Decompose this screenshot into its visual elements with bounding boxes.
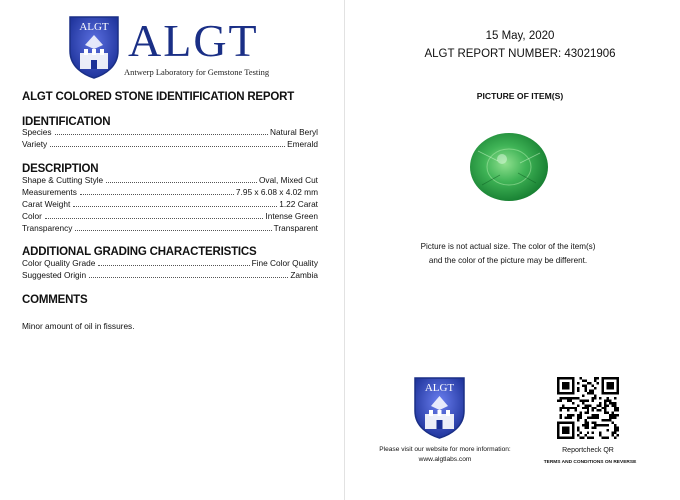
qr-label: Reportcheck QR <box>562 447 614 454</box>
website-info <box>357 445 533 464</box>
visit-line: Please visit our website for more information: <box>379 446 511 453</box>
logo-wordmark: ALGT <box>128 15 259 66</box>
field-value: Fine Color Quality <box>251 258 318 268</box>
field-value: Oval, Mixed Cut <box>258 175 318 185</box>
reportcheck-qr-icon[interactable] <box>557 377 619 439</box>
description-heading: DESCRIPTION <box>22 163 99 175</box>
field-value: 7.95 x 6.08 x 4.02 mm <box>235 187 318 197</box>
website-link[interactable]: www.algtlabs.com <box>418 455 472 463</box>
field-value: Natural Beryl <box>270 127 318 137</box>
algt-shield-small-icon <box>413 376 466 439</box>
field-row-carat <box>22 198 318 209</box>
shield-letters: ALGT <box>424 382 455 394</box>
disclaimer-line: and the color of the picture may be different. <box>428 256 588 265</box>
field-row-variety <box>22 138 318 149</box>
field-row-shape <box>22 174 318 185</box>
column-divider <box>344 0 345 500</box>
report-number: ALGT REPORT NUMBER: 43021906 <box>424 48 616 60</box>
disclaimer-line: Picture is not actual size. The color of the item(s) <box>420 242 596 251</box>
field-value: 1.22 Carat <box>279 199 318 209</box>
terms-notice: TERMS AND CONDITIONS ON REVERSE <box>543 460 637 465</box>
field-label: Shape & Cutting Style <box>22 175 104 185</box>
report-date: 15 May, 2020 <box>485 30 555 42</box>
picture-label: PICTURE OF ITEM(S) <box>476 91 564 101</box>
field-row-color <box>22 210 318 221</box>
identification-heading: IDENTIFICATION <box>22 116 111 128</box>
field-row-species <box>22 126 318 137</box>
field-label: Color <box>22 211 42 221</box>
field-label: Variety <box>22 139 48 149</box>
additional-heading: ADDITIONAL GRADING CHARACTERISTICS <box>22 246 257 258</box>
field-value: Zambia <box>290 270 318 280</box>
field-label: Suggested Origin <box>22 270 87 280</box>
emerald-gem-image <box>468 131 550 203</box>
picture-disclaimer <box>402 240 614 268</box>
comments-text: Minor amount of oil in fissures. <box>22 321 135 331</box>
field-label: Species <box>22 127 52 137</box>
field-label: Carat Weight <box>22 199 71 209</box>
report-title: ALGT COLORED STONE IDENTIFICATION REPORT <box>22 91 295 103</box>
field-row-origin <box>22 269 318 280</box>
field-row-color-quality <box>22 257 318 268</box>
field-value: Emerald <box>287 139 318 149</box>
logo-subtitle: Antwerp Laboratory for Gemstone Testing <box>124 67 270 77</box>
field-label: Color Quality Grade <box>22 258 96 268</box>
field-row-transparency <box>22 222 318 233</box>
field-label: Measurements <box>22 187 77 197</box>
field-value: Intense Green <box>265 211 318 221</box>
field-value: Transparent <box>273 223 318 233</box>
shield-letters: ALGT <box>79 21 109 33</box>
field-label: Transparency <box>22 223 73 233</box>
comments-heading: COMMENTS <box>22 294 88 306</box>
algt-shield-logo-icon <box>68 15 120 79</box>
field-row-measurements <box>22 186 318 197</box>
